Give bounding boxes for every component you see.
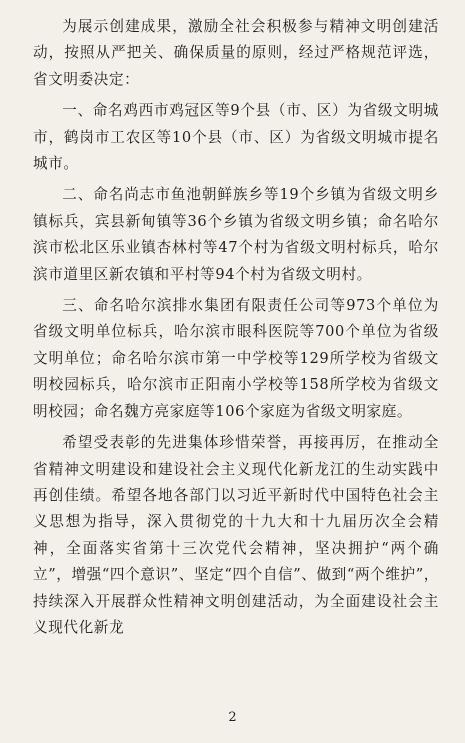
- closing-paragraph: 希望受表彰的先进集体珍惜荣誉，再接再厉，在推动全省精神文明建设和建设社会主义现代化新龙江的生动实践中再创佳绩。希望各地各部门以习近平新时代中国特色社会主义思想为指导，深入贯彻党的十九大和十九届历次全会精神，全面落实省第十三次党代会精神，坚决拥护“两个确立”，增强“四个意识”、坚定“四个自信”、做到“两个维护”，持续深入开展群众性精神文明创建活动，为全面建设社会主义现代化新龙: [33, 434, 439, 636]
- decision-item-3-paragraph: 三、命名哈尔滨排水集团有限责任公司等973个单位为省级文明单位标兵，哈尔滨市眼科医院等700个单位为省级文明单位；命名哈尔滨市第一中学校等129所学校为省级文明校园标兵，哈尔滨市正阳南小学校等158所学校为省级文明校园；命名魏方亮家庭等106个家庭为省级文明家庭。: [33, 297, 439, 420]
- decision-item-2-paragraph: 二、命名尚志市鱼池朝鲜族乡等19个乡镇为省级文明乡镇标兵，宾县新甸镇等36个乡镇为省级文明乡镇；命名哈尔滨市松北区乐业镇杏林村等47个村为省级文明村标兵，哈尔滨市道里区新农镇和平村等94个村为省级文明村。: [33, 186, 439, 283]
- page-number: 2: [228, 710, 237, 725]
- intro-paragraph: 为展示创建成果，激励全社会积极参与精神文明创建活动，按照从严把关、确保质量的原则，经过严格规范评选，省文明委决定：: [33, 18, 439, 88]
- decision-item-1-paragraph: 一、命名鸡西市鸡冠区等9个县（市、区）为省级文明城市，鹤岗市工农区等10个县（市、区）为省级文明城市提名城市。: [33, 102, 439, 173]
